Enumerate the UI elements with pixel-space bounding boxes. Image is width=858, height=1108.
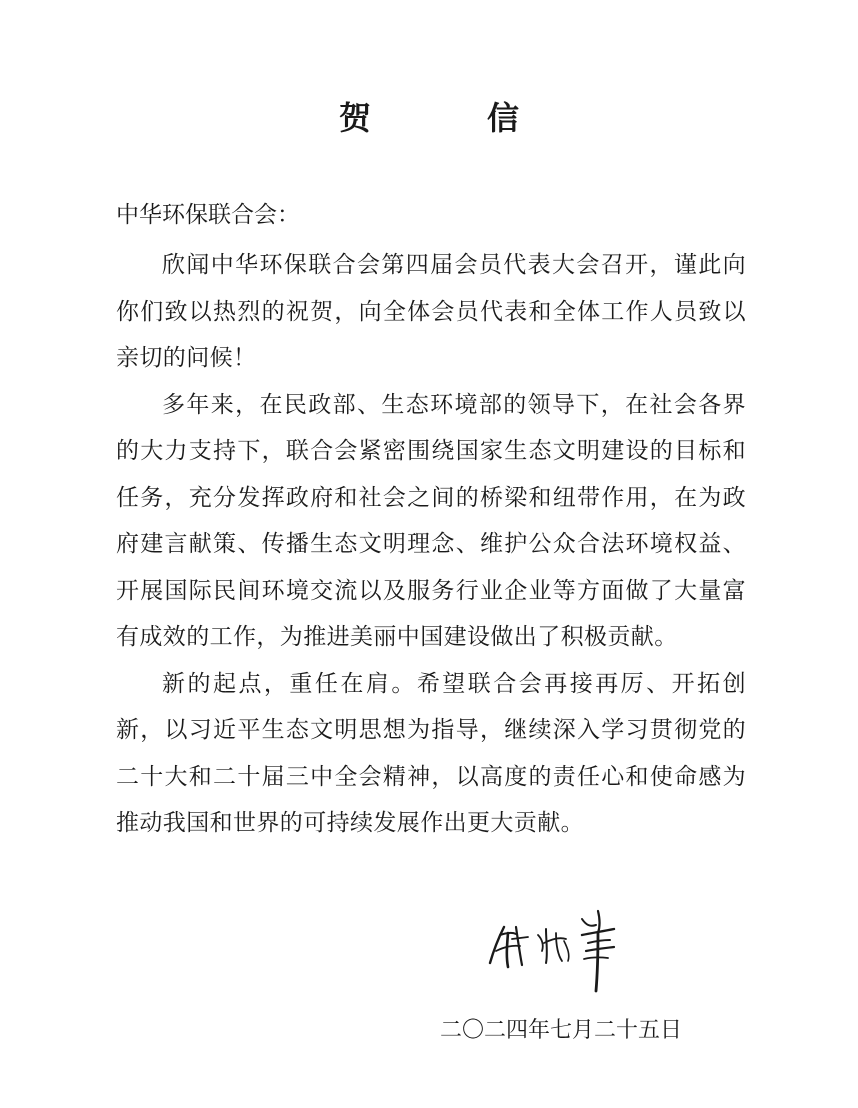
letter-date: 二〇二四年七月二十五日 [440,1018,683,1043]
letter-paragraph: 多年来，在民政部、生态环境部的领导下，在社会各界的大力支持下，联合会紧密围绕国家生态文明建设的目标和任务，充分发挥政府和社会之间的桥梁和纽带作用，在为政府建言献策、传播生态文明理念、维护公众合法环境权益、开展国际民间环境交流以及服务行业企业等方面做了大量富有成效的工作，为推进美丽中国建设做出了积极贡献。 [116,391,746,650]
letter-title: 贺 信 [338,99,561,137]
letter-salutation: 中华环保联合会： [116,202,300,228]
letter-body [116,242,746,847]
letter-paragraph: 新的起点，重任在肩。希望联合会再接再厉、开拓创新，以习近平生态文明思想为指导，继续深入学习贯彻党的二十大和二十届三中全会精神，以高度的责任心和使命感为推动我国和世界的可持续发展作出更大贡献。 [116,670,746,836]
handwritten-signature [486,905,626,997]
letter-paragraph: 欣闻中华环保联合会第四届会员代表大会召开，谨此向你们致以热烈的祝贺，向全体会员代表和全体工作人员致以亲切的问候！ [116,252,746,371]
